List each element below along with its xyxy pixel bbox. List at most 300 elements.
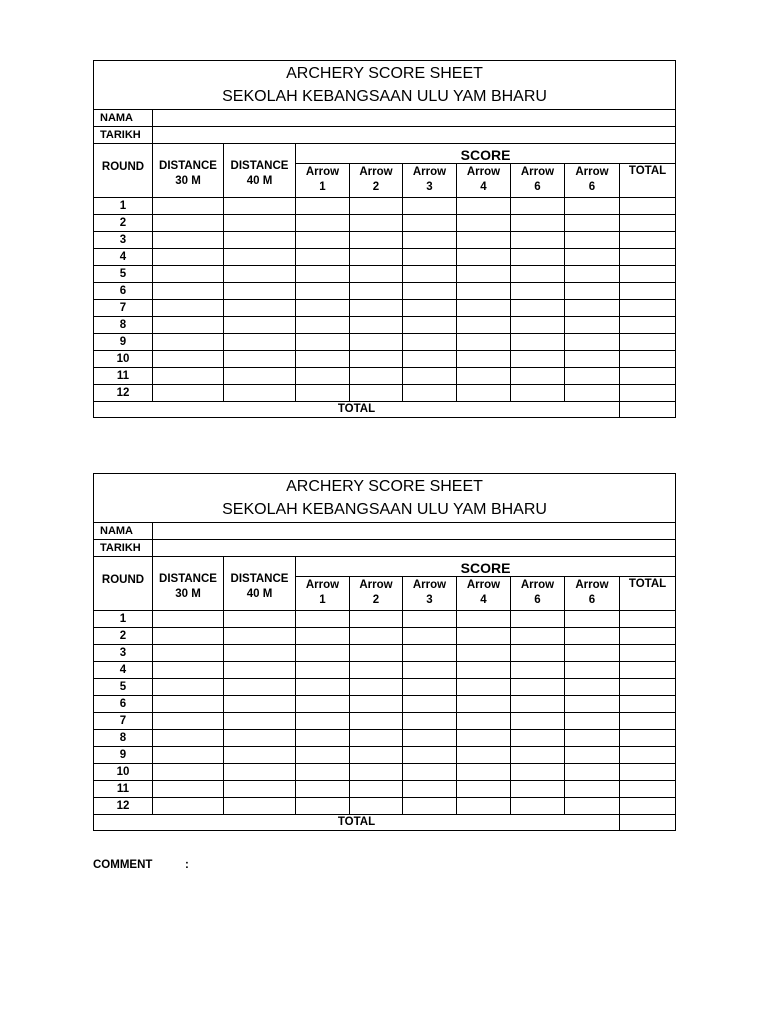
score-cell[interactable] xyxy=(403,266,457,283)
score-cell[interactable] xyxy=(511,747,565,764)
round-number: 3 xyxy=(94,232,153,249)
distance-40-header xyxy=(224,557,296,611)
score-cell[interactable] xyxy=(457,351,511,368)
round-header: ROUND xyxy=(94,144,153,198)
score-cell[interactable] xyxy=(296,368,350,385)
arrow-5-header xyxy=(511,164,565,198)
score-cell[interactable] xyxy=(350,283,403,300)
score-cell[interactable] xyxy=(153,385,224,402)
table-row xyxy=(94,747,676,764)
score-cell[interactable] xyxy=(153,334,224,351)
score-cell[interactable] xyxy=(620,781,676,798)
round-number: 7 xyxy=(94,300,153,317)
score-cell[interactable] xyxy=(296,798,350,815)
distance-30-value: 30 M xyxy=(175,588,201,600)
arrow-6-header xyxy=(565,164,620,198)
score-cell[interactable] xyxy=(620,317,676,334)
score-cell[interactable] xyxy=(153,747,224,764)
score-cell[interactable] xyxy=(224,232,296,249)
score-cell[interactable] xyxy=(224,764,296,781)
score-cell[interactable] xyxy=(403,300,457,317)
score-cell[interactable] xyxy=(350,317,403,334)
score-cell[interactable] xyxy=(350,611,403,628)
score-cell[interactable] xyxy=(224,249,296,266)
table-row xyxy=(94,198,676,215)
table-row xyxy=(94,713,676,730)
score-cell[interactable] xyxy=(511,696,565,713)
score-cell[interactable] xyxy=(224,334,296,351)
round-number: 10 xyxy=(94,764,153,781)
score-cell[interactable] xyxy=(224,198,296,215)
score-cell[interactable] xyxy=(620,747,676,764)
score-cell[interactable] xyxy=(296,628,350,645)
score-cell[interactable] xyxy=(296,696,350,713)
score-cell[interactable] xyxy=(620,798,676,815)
arrow-label: Arrow xyxy=(575,579,609,591)
round-number: 11 xyxy=(94,781,153,798)
score-cell[interactable] xyxy=(457,645,511,662)
score-cell[interactable] xyxy=(296,283,350,300)
score-cell[interactable] xyxy=(511,662,565,679)
score-cell[interactable] xyxy=(296,385,350,402)
grand-total-cell[interactable] xyxy=(620,402,676,418)
score-cell[interactable] xyxy=(511,628,565,645)
score-cell[interactable] xyxy=(153,662,224,679)
table-row xyxy=(94,351,676,368)
total-row-label: TOTAL xyxy=(94,402,620,418)
score-cell[interactable] xyxy=(457,266,511,283)
total-header: TOTAL xyxy=(620,164,676,198)
score-cell[interactable] xyxy=(350,747,403,764)
score-cell[interactable] xyxy=(565,696,620,713)
score-cell[interactable] xyxy=(224,368,296,385)
arrow-number: 1 xyxy=(319,594,326,606)
score-cell[interactable] xyxy=(457,713,511,730)
round-number: 6 xyxy=(94,283,153,300)
score-cell[interactable] xyxy=(565,781,620,798)
score-cell[interactable] xyxy=(565,334,620,351)
distance-40-label: DISTANCE xyxy=(230,573,289,585)
score-cell[interactable] xyxy=(511,249,565,266)
score-cell[interactable] xyxy=(565,662,620,679)
nama-field[interactable] xyxy=(153,523,676,540)
score-cell[interactable] xyxy=(565,300,620,317)
comment-colon: : xyxy=(185,859,189,871)
score-cell[interactable] xyxy=(620,611,676,628)
arrow-3-header xyxy=(403,164,457,198)
table-row xyxy=(94,798,676,815)
score-cell[interactable] xyxy=(224,713,296,730)
score-sheet-1 xyxy=(93,60,675,418)
score-cell[interactable] xyxy=(403,385,457,402)
score-cell[interactable] xyxy=(620,283,676,300)
score-cell[interactable] xyxy=(153,611,224,628)
score-cell[interactable] xyxy=(565,198,620,215)
score-cell[interactable] xyxy=(224,385,296,402)
score-cell[interactable] xyxy=(153,645,224,662)
score-cell[interactable] xyxy=(350,628,403,645)
score-cell[interactable] xyxy=(620,730,676,747)
round-number: 12 xyxy=(94,385,153,402)
score-cell[interactable] xyxy=(620,351,676,368)
score-cell[interactable] xyxy=(296,679,350,696)
score-cell[interactable] xyxy=(457,730,511,747)
score-cell[interactable] xyxy=(403,764,457,781)
score-cell[interactable] xyxy=(224,662,296,679)
score-cell[interactable] xyxy=(620,232,676,249)
score-cell[interactable] xyxy=(565,385,620,402)
score-cell[interactable] xyxy=(403,645,457,662)
total-header: TOTAL xyxy=(620,577,676,611)
score-cell[interactable] xyxy=(565,628,620,645)
score-cell[interactable] xyxy=(153,249,224,266)
table-row xyxy=(94,781,676,798)
score-cell[interactable] xyxy=(350,300,403,317)
comment-label: COMMENT xyxy=(93,859,153,871)
score-cell[interactable] xyxy=(224,798,296,815)
score-cell[interactable] xyxy=(296,215,350,232)
score-cell[interactable] xyxy=(457,611,511,628)
score-cell[interactable] xyxy=(511,334,565,351)
arrow-label: Arrow xyxy=(359,579,393,591)
score-cell[interactable] xyxy=(403,334,457,351)
score-cell[interactable] xyxy=(403,662,457,679)
score-cell[interactable] xyxy=(350,798,403,815)
score-cell[interactable] xyxy=(350,351,403,368)
score-cell[interactable] xyxy=(153,764,224,781)
table-row xyxy=(94,368,676,385)
score-cell[interactable] xyxy=(153,679,224,696)
score-cell[interactable] xyxy=(457,628,511,645)
score-cell[interactable] xyxy=(153,368,224,385)
score-cell[interactable] xyxy=(224,611,296,628)
score-cell[interactable] xyxy=(620,300,676,317)
score-cell[interactable] xyxy=(620,215,676,232)
score-cell[interactable] xyxy=(153,215,224,232)
score-cell[interactable] xyxy=(511,351,565,368)
score-cell[interactable] xyxy=(153,351,224,368)
score-cell[interactable] xyxy=(403,351,457,368)
score-cell[interactable] xyxy=(620,696,676,713)
score-cell[interactable] xyxy=(620,385,676,402)
score-cell[interactable] xyxy=(350,215,403,232)
score-cell[interactable] xyxy=(224,266,296,283)
score-cell[interactable] xyxy=(403,249,457,266)
score-cell[interactable] xyxy=(565,713,620,730)
score-cell[interactable] xyxy=(350,266,403,283)
score-cell[interactable] xyxy=(565,645,620,662)
score-cell[interactable] xyxy=(565,317,620,334)
score-cell[interactable] xyxy=(565,730,620,747)
score-cell[interactable] xyxy=(511,798,565,815)
score-cell[interactable] xyxy=(511,764,565,781)
score-cell[interactable] xyxy=(620,662,676,679)
arrow-4-header xyxy=(457,164,511,198)
score-cell[interactable] xyxy=(620,764,676,781)
score-cell[interactable] xyxy=(403,696,457,713)
score-cell[interactable] xyxy=(457,798,511,815)
score-cell[interactable] xyxy=(296,334,350,351)
sheet-title xyxy=(94,61,676,110)
score-cell[interactable] xyxy=(565,249,620,266)
score-cell[interactable] xyxy=(224,300,296,317)
score-cell[interactable] xyxy=(296,662,350,679)
score-cell[interactable] xyxy=(620,249,676,266)
score-cell[interactable] xyxy=(224,283,296,300)
score-cell[interactable] xyxy=(511,781,565,798)
round-number: 5 xyxy=(94,679,153,696)
score-cell[interactable] xyxy=(350,249,403,266)
score-cell[interactable] xyxy=(457,232,511,249)
score-cell[interactable] xyxy=(457,385,511,402)
score-cell[interactable] xyxy=(403,747,457,764)
score-cell[interactable] xyxy=(153,283,224,300)
score-cell[interactable] xyxy=(153,798,224,815)
score-cell[interactable] xyxy=(403,317,457,334)
score-cell[interactable] xyxy=(565,747,620,764)
tarikh-label: TARIKH xyxy=(94,540,153,557)
round-number: 12 xyxy=(94,798,153,815)
score-cell[interactable] xyxy=(224,317,296,334)
score-cell[interactable] xyxy=(403,713,457,730)
score-cell[interactable] xyxy=(153,628,224,645)
score-cell[interactable] xyxy=(224,781,296,798)
score-cell[interactable] xyxy=(511,368,565,385)
score-cell[interactable] xyxy=(224,628,296,645)
score-cell[interactable] xyxy=(296,351,350,368)
arrow-label: Arrow xyxy=(305,579,340,591)
round-number: 8 xyxy=(94,317,153,334)
score-cell[interactable] xyxy=(153,266,224,283)
score-cell[interactable] xyxy=(153,300,224,317)
score-cell[interactable] xyxy=(296,764,350,781)
arrow-number: 6 xyxy=(588,594,596,606)
score-cell[interactable] xyxy=(350,368,403,385)
arrow-label: Arrow xyxy=(466,579,501,591)
score-cell[interactable] xyxy=(224,679,296,696)
score-cell[interactable] xyxy=(350,385,403,402)
arrow-1-header xyxy=(296,577,350,611)
score-cell[interactable] xyxy=(350,645,403,662)
score-cell[interactable] xyxy=(565,368,620,385)
nama-field[interactable] xyxy=(153,110,676,127)
round-number: 1 xyxy=(94,611,153,628)
tarikh-field[interactable] xyxy=(153,540,676,557)
score-cell[interactable] xyxy=(511,198,565,215)
score-cell[interactable] xyxy=(457,249,511,266)
score-cell[interactable] xyxy=(565,266,620,283)
score-cell[interactable] xyxy=(511,317,565,334)
score-cell[interactable] xyxy=(350,764,403,781)
score-cell[interactable] xyxy=(457,317,511,334)
score-cell[interactable] xyxy=(620,368,676,385)
score-cell[interactable] xyxy=(457,334,511,351)
score-cell[interactable] xyxy=(403,215,457,232)
score-cell[interactable] xyxy=(511,215,565,232)
score-cell[interactable] xyxy=(457,764,511,781)
score-cell[interactable] xyxy=(457,300,511,317)
score-table xyxy=(93,60,676,418)
grand-total-cell[interactable] xyxy=(620,815,676,831)
score-cell[interactable] xyxy=(457,198,511,215)
arrow-number: 4 xyxy=(480,181,487,193)
score-cell[interactable] xyxy=(403,232,457,249)
score-cell[interactable] xyxy=(403,730,457,747)
score-cell[interactable] xyxy=(350,713,403,730)
score-cell[interactable] xyxy=(457,215,511,232)
table-row xyxy=(94,334,676,351)
score-cell[interactable] xyxy=(511,232,565,249)
score-cell[interactable] xyxy=(620,628,676,645)
round-number: 2 xyxy=(94,628,153,645)
round-number: 6 xyxy=(94,696,153,713)
score-cell[interactable] xyxy=(565,283,620,300)
score-cell[interactable] xyxy=(296,781,350,798)
score-cell[interactable] xyxy=(403,198,457,215)
score-cell[interactable] xyxy=(153,730,224,747)
score-cell[interactable] xyxy=(296,266,350,283)
score-cell[interactable] xyxy=(350,662,403,679)
score-cell[interactable] xyxy=(403,283,457,300)
score-header: SCORE xyxy=(296,557,676,577)
score-cell[interactable] xyxy=(153,781,224,798)
score-sheet-2 xyxy=(93,473,675,831)
arrow-number: 6 xyxy=(534,181,541,193)
score-cell[interactable] xyxy=(296,645,350,662)
table-row xyxy=(94,611,676,628)
arrow-label: Arrow xyxy=(359,166,393,178)
score-cell[interactable] xyxy=(511,283,565,300)
score-cell[interactable] xyxy=(153,198,224,215)
score-cell[interactable] xyxy=(457,696,511,713)
arrow-6-header xyxy=(565,577,620,611)
score-cell[interactable] xyxy=(403,611,457,628)
table-row xyxy=(94,249,676,266)
score-cell[interactable] xyxy=(511,679,565,696)
score-cell[interactable] xyxy=(457,747,511,764)
score-cell[interactable] xyxy=(350,730,403,747)
title-line-1: ARCHERY SCORE SHEET xyxy=(286,478,483,495)
score-cell[interactable] xyxy=(565,232,620,249)
round-number: 5 xyxy=(94,266,153,283)
score-cell[interactable] xyxy=(296,747,350,764)
score-cell[interactable] xyxy=(565,611,620,628)
score-cell[interactable] xyxy=(296,249,350,266)
score-cell[interactable] xyxy=(153,232,224,249)
round-number: 11 xyxy=(94,368,153,385)
distance-30-label: DISTANCE xyxy=(159,160,217,172)
table-row xyxy=(94,628,676,645)
distance-30-header xyxy=(153,557,224,611)
round-number: 3 xyxy=(94,645,153,662)
score-cell[interactable] xyxy=(565,215,620,232)
arrow-2-header xyxy=(350,577,403,611)
score-cell[interactable] xyxy=(153,713,224,730)
score-cell[interactable] xyxy=(457,781,511,798)
round-number: 8 xyxy=(94,730,153,747)
score-cell[interactable] xyxy=(350,198,403,215)
arrow-number: 1 xyxy=(319,181,326,193)
score-cell[interactable] xyxy=(620,713,676,730)
score-cell[interactable] xyxy=(620,266,676,283)
score-table xyxy=(93,473,676,831)
score-cell[interactable] xyxy=(457,283,511,300)
round-number: 4 xyxy=(94,662,153,679)
score-cell[interactable] xyxy=(403,368,457,385)
score-cell[interactable] xyxy=(511,645,565,662)
score-cell[interactable] xyxy=(153,317,224,334)
distance-40-value: 40 M xyxy=(246,175,273,187)
score-cell[interactable] xyxy=(350,679,403,696)
score-cell[interactable] xyxy=(350,232,403,249)
table-row xyxy=(94,215,676,232)
score-cell[interactable] xyxy=(224,645,296,662)
title-line-2: SEKOLAH KEBANGSAAN ULU YAM BHARU xyxy=(222,88,547,105)
score-cell[interactable] xyxy=(224,696,296,713)
table-row xyxy=(94,283,676,300)
score-cell[interactable] xyxy=(511,385,565,402)
score-cell[interactable] xyxy=(153,696,224,713)
score-cell[interactable] xyxy=(296,198,350,215)
score-cell[interactable] xyxy=(457,679,511,696)
score-cell[interactable] xyxy=(511,266,565,283)
score-cell[interactable] xyxy=(511,713,565,730)
score-cell[interactable] xyxy=(403,781,457,798)
score-cell[interactable] xyxy=(403,628,457,645)
score-cell[interactable] xyxy=(620,645,676,662)
arrow-number: 6 xyxy=(588,181,596,193)
nama-label: NAMA xyxy=(94,523,153,540)
table-row xyxy=(94,317,676,334)
score-cell[interactable] xyxy=(224,215,296,232)
arrow-label: Arrow xyxy=(466,166,501,178)
title-line-1: ARCHERY SCORE SHEET xyxy=(286,65,483,82)
score-cell[interactable] xyxy=(565,798,620,815)
score-cell[interactable] xyxy=(296,730,350,747)
score-cell[interactable] xyxy=(350,696,403,713)
score-cell[interactable] xyxy=(565,679,620,696)
score-cell[interactable] xyxy=(296,611,350,628)
score-cell[interactable] xyxy=(350,781,403,798)
score-cell[interactable] xyxy=(296,300,350,317)
score-cell[interactable] xyxy=(224,351,296,368)
score-cell[interactable] xyxy=(296,232,350,249)
score-cell[interactable] xyxy=(565,764,620,781)
score-cell[interactable] xyxy=(620,334,676,351)
round-number: 7 xyxy=(94,713,153,730)
score-cell[interactable] xyxy=(403,679,457,696)
score-cell[interactable] xyxy=(511,611,565,628)
score-cell[interactable] xyxy=(620,198,676,215)
score-cell[interactable] xyxy=(511,730,565,747)
tarikh-field[interactable] xyxy=(153,127,676,144)
score-cell[interactable] xyxy=(403,798,457,815)
score-cell[interactable] xyxy=(511,300,565,317)
table-row xyxy=(94,385,676,402)
score-cell[interactable] xyxy=(224,730,296,747)
score-cell[interactable] xyxy=(296,713,350,730)
score-cell[interactable] xyxy=(350,334,403,351)
arrow-2-header xyxy=(350,164,403,198)
score-cell[interactable] xyxy=(457,368,511,385)
score-cell[interactable] xyxy=(296,317,350,334)
table-row xyxy=(94,764,676,781)
score-cell[interactable] xyxy=(565,351,620,368)
score-cell[interactable] xyxy=(620,679,676,696)
score-cell[interactable] xyxy=(224,747,296,764)
arrow-label: Arrow xyxy=(412,579,447,591)
score-cell[interactable] xyxy=(457,662,511,679)
